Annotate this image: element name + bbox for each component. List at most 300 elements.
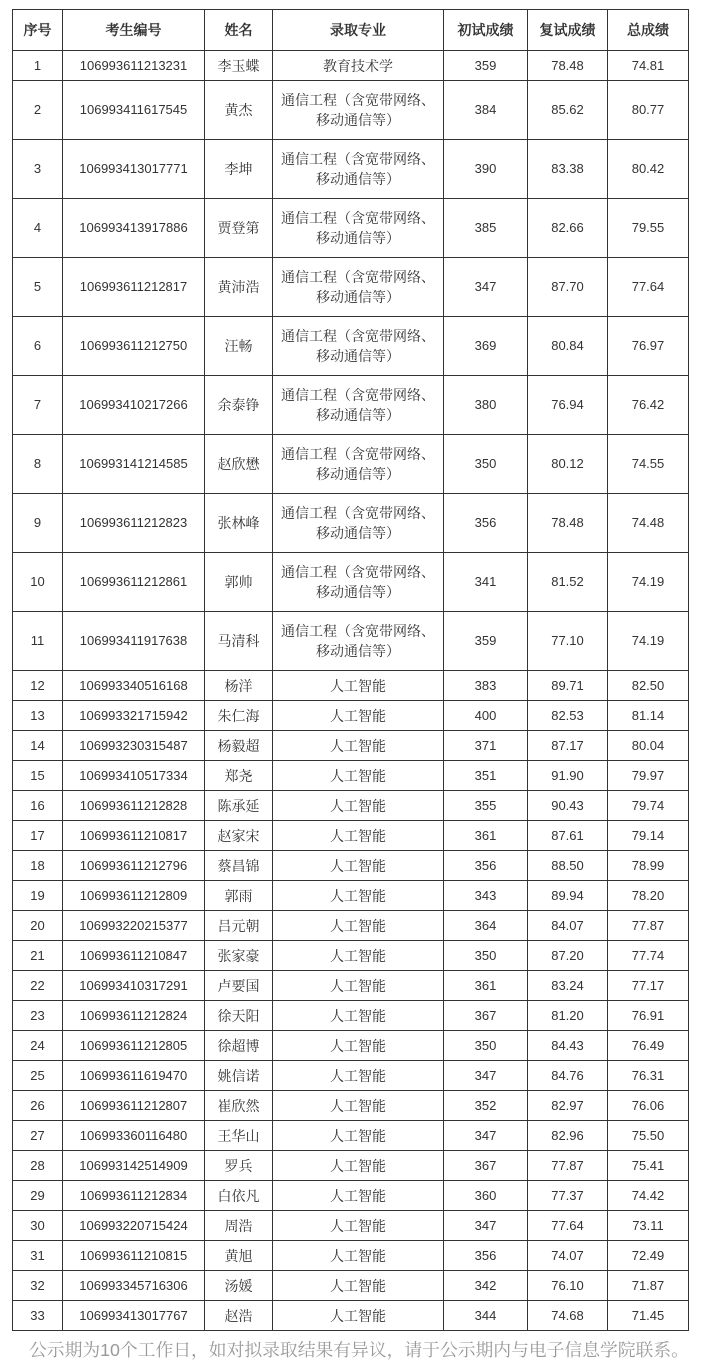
cell-prelim-score: 367 [444, 1001, 528, 1031]
major-text: 通信工程（含宽带网络、移动通信等） [281, 151, 435, 187]
cell-exam-id: 106993611212805 [63, 1031, 205, 1061]
header-total-score: 总成绩 [608, 10, 689, 51]
cell-total-score: 79.97 [608, 761, 689, 791]
cell-prelim-score: 350 [444, 1031, 528, 1061]
cell-seq: 7 [13, 376, 63, 435]
major-text: 人工智能 [330, 887, 386, 904]
cell-prelim-score: 352 [444, 1091, 528, 1121]
cell-prelim-score: 385 [444, 199, 528, 258]
table-row [13, 941, 689, 971]
cell-prelim-score: 364 [444, 911, 528, 941]
cell-major [273, 258, 444, 317]
major-text: 通信工程（含宽带网络、移动通信等） [281, 387, 435, 423]
cell-seq: 29 [13, 1181, 63, 1211]
cell-retest-score: 74.68 [528, 1301, 608, 1331]
cell-total-score: 77.74 [608, 941, 689, 971]
cell-total-score: 74.55 [608, 435, 689, 494]
cell-major [273, 731, 444, 761]
cell-retest-score: 78.48 [528, 51, 608, 81]
cell-total-score: 74.81 [608, 51, 689, 81]
cell-name: 姚信诺 [205, 1061, 273, 1091]
cell-retest-score: 89.94 [528, 881, 608, 911]
cell-total-score: 76.06 [608, 1091, 689, 1121]
cell-prelim-score: 380 [444, 376, 528, 435]
table-row [13, 1271, 689, 1301]
notice-text: 公示期为10个工作日，如对拟录取结果有异议，请于公示期内与电子信息学院联系。 [29, 1340, 689, 1360]
table-row [13, 791, 689, 821]
cell-name: 崔欣然 [205, 1091, 273, 1121]
cell-retest-score: 84.76 [528, 1061, 608, 1091]
cell-major [273, 881, 444, 911]
cell-total-score: 76.91 [608, 1001, 689, 1031]
cell-retest-score: 82.66 [528, 199, 608, 258]
cell-seq: 5 [13, 258, 63, 317]
cell-retest-score: 83.24 [528, 971, 608, 1001]
cell-major [273, 671, 444, 701]
cell-name: 朱仁海 [205, 701, 273, 731]
major-text: 人工智能 [330, 977, 386, 994]
major-text: 人工智能 [330, 797, 386, 814]
cell-exam-id: 106993340516168 [63, 671, 205, 701]
cell-exam-id: 106993410217266 [63, 376, 205, 435]
cell-total-score: 81.14 [608, 701, 689, 731]
cell-major [273, 553, 444, 612]
cell-major [273, 791, 444, 821]
cell-major [273, 1151, 444, 1181]
major-text: 人工智能 [330, 1007, 386, 1024]
cell-major [273, 199, 444, 258]
major-text: 通信工程（含宽带网络、移动通信等） [281, 505, 435, 541]
header-retest-score: 复试成绩 [528, 10, 608, 51]
cell-prelim-score: 383 [444, 671, 528, 701]
major-text: 人工智能 [330, 1187, 386, 1204]
cell-retest-score: 87.70 [528, 258, 608, 317]
cell-total-score: 79.74 [608, 791, 689, 821]
cell-exam-id: 106993611212824 [63, 1001, 205, 1031]
major-text: 人工智能 [330, 1247, 386, 1264]
cell-exam-id: 106993141214585 [63, 435, 205, 494]
cell-retest-score: 90.43 [528, 791, 608, 821]
cell-seq: 24 [13, 1031, 63, 1061]
major-text: 通信工程（含宽带网络、移动通信等） [281, 210, 435, 246]
cell-exam-id: 106993220715424 [63, 1211, 205, 1241]
cell-major [273, 1211, 444, 1241]
cell-exam-id: 106993410317291 [63, 971, 205, 1001]
table-row [13, 435, 689, 494]
cell-retest-score: 82.53 [528, 701, 608, 731]
cell-retest-score: 80.12 [528, 435, 608, 494]
cell-retest-score: 87.17 [528, 731, 608, 761]
cell-name: 汤媛 [205, 1271, 273, 1301]
table-row [13, 1241, 689, 1271]
cell-seq: 16 [13, 791, 63, 821]
table-header [13, 10, 689, 51]
cell-prelim-score: 350 [444, 941, 528, 971]
cell-total-score: 77.87 [608, 911, 689, 941]
cell-exam-id: 106993413017767 [63, 1301, 205, 1331]
cell-total-score: 76.42 [608, 376, 689, 435]
cell-total-score: 74.48 [608, 494, 689, 553]
table-row [13, 881, 689, 911]
cell-name: 吕元朝 [205, 911, 273, 941]
cell-seq: 21 [13, 941, 63, 971]
major-text: 人工智能 [330, 1307, 386, 1324]
cell-prelim-score: 342 [444, 1271, 528, 1301]
cell-seq: 22 [13, 971, 63, 1001]
cell-exam-id: 106993611213231 [63, 51, 205, 81]
major-text: 人工智能 [330, 1157, 386, 1174]
cell-major [273, 612, 444, 671]
cell-name: 陈承延 [205, 791, 273, 821]
header-exam-id: 考生编号 [63, 10, 205, 51]
cell-seq: 23 [13, 1001, 63, 1031]
major-text: 通信工程（含宽带网络、移动通信等） [281, 564, 435, 600]
cell-seq: 32 [13, 1271, 63, 1301]
cell-name: 黄沛浩 [205, 258, 273, 317]
cell-major [273, 1301, 444, 1331]
cell-prelim-score: 400 [444, 701, 528, 731]
cell-exam-id: 106993411917638 [63, 612, 205, 671]
table-row [13, 971, 689, 1001]
table-row [13, 81, 689, 140]
cell-prelim-score: 341 [444, 553, 528, 612]
cell-major [273, 1061, 444, 1091]
table-row [13, 821, 689, 851]
cell-prelim-score: 356 [444, 494, 528, 553]
cell-major [273, 1271, 444, 1301]
major-text: 人工智能 [330, 917, 386, 934]
major-text: 通信工程（含宽带网络、移动通信等） [281, 328, 435, 364]
cell-seq: 15 [13, 761, 63, 791]
table-row [13, 612, 689, 671]
cell-total-score: 76.49 [608, 1031, 689, 1061]
cell-retest-score: 87.20 [528, 941, 608, 971]
cell-retest-score: 84.43 [528, 1031, 608, 1061]
cell-prelim-score: 356 [444, 1241, 528, 1271]
cell-major [273, 81, 444, 140]
table-row [13, 1181, 689, 1211]
cell-total-score: 80.04 [608, 731, 689, 761]
table-row [13, 701, 689, 731]
cell-name: 余泰铮 [205, 376, 273, 435]
cell-major [273, 701, 444, 731]
cell-major [273, 1001, 444, 1031]
table-row [13, 761, 689, 791]
cell-total-score: 71.87 [608, 1271, 689, 1301]
cell-seq: 4 [13, 199, 63, 258]
cell-major [273, 494, 444, 553]
table-row [13, 199, 689, 258]
cell-prelim-score: 384 [444, 81, 528, 140]
cell-name: 郭帅 [205, 553, 273, 612]
cell-seq: 26 [13, 1091, 63, 1121]
cell-exam-id: 106993611212809 [63, 881, 205, 911]
cell-major [273, 941, 444, 971]
cell-total-score: 71.45 [608, 1301, 689, 1331]
cell-retest-score: 77.37 [528, 1181, 608, 1211]
table-row [13, 1091, 689, 1121]
cell-name: 杨洋 [205, 671, 273, 701]
cell-exam-id: 106993220215377 [63, 911, 205, 941]
cell-total-score: 79.55 [608, 199, 689, 258]
cell-retest-score: 87.61 [528, 821, 608, 851]
cell-retest-score: 76.94 [528, 376, 608, 435]
cell-prelim-score: 347 [444, 258, 528, 317]
cell-seq: 18 [13, 851, 63, 881]
cell-total-score: 77.64 [608, 258, 689, 317]
cell-seq: 14 [13, 731, 63, 761]
cell-total-score: 80.77 [608, 81, 689, 140]
major-text: 人工智能 [330, 1037, 386, 1054]
cell-name: 汪畅 [205, 317, 273, 376]
cell-name: 郑尧 [205, 761, 273, 791]
cell-name: 周浩 [205, 1211, 273, 1241]
cell-seq: 17 [13, 821, 63, 851]
cell-name: 黄旭 [205, 1241, 273, 1271]
cell-exam-id: 106993611210817 [63, 821, 205, 851]
major-text: 人工智能 [330, 737, 386, 754]
table-row [13, 317, 689, 376]
cell-exam-id: 106993413017771 [63, 140, 205, 199]
cell-major [273, 51, 444, 81]
table-body [13, 51, 689, 1331]
cell-retest-score: 82.97 [528, 1091, 608, 1121]
cell-exam-id: 106993611210815 [63, 1241, 205, 1271]
cell-total-score: 78.99 [608, 851, 689, 881]
cell-name: 赵浩 [205, 1301, 273, 1331]
header-name: 姓名 [205, 10, 273, 51]
cell-seq: 1 [13, 51, 63, 81]
cell-retest-score: 77.10 [528, 612, 608, 671]
table-row [13, 671, 689, 701]
table-row [13, 1301, 689, 1331]
cell-major [273, 1091, 444, 1121]
cell-retest-score: 88.50 [528, 851, 608, 881]
major-text: 人工智能 [330, 1067, 386, 1084]
cell-retest-score: 74.07 [528, 1241, 608, 1271]
table-row [13, 1031, 689, 1061]
cell-name: 张林峰 [205, 494, 273, 553]
cell-prelim-score: 361 [444, 971, 528, 1001]
cell-seq: 10 [13, 553, 63, 612]
table-row [13, 1211, 689, 1241]
cell-retest-score: 81.52 [528, 553, 608, 612]
cell-seq: 19 [13, 881, 63, 911]
cell-name: 黄杰 [205, 81, 273, 140]
cell-prelim-score: 351 [444, 761, 528, 791]
cell-prelim-score: 359 [444, 612, 528, 671]
table-row [13, 258, 689, 317]
cell-name: 李玉蝶 [205, 51, 273, 81]
cell-name: 罗兵 [205, 1151, 273, 1181]
major-text: 通信工程（含宽带网络、移动通信等） [281, 269, 435, 305]
major-text: 人工智能 [330, 1277, 386, 1294]
cell-prelim-score: 390 [444, 140, 528, 199]
major-text: 通信工程（含宽带网络、移动通信等） [281, 623, 435, 659]
cell-name: 徐天阳 [205, 1001, 273, 1031]
cell-retest-score: 78.48 [528, 494, 608, 553]
table-row [13, 1001, 689, 1031]
cell-prelim-score: 347 [444, 1061, 528, 1091]
cell-retest-score: 82.96 [528, 1121, 608, 1151]
cell-exam-id: 106993410517334 [63, 761, 205, 791]
cell-seq: 6 [13, 317, 63, 376]
cell-major [273, 140, 444, 199]
cell-seq: 3 [13, 140, 63, 199]
cell-prelim-score: 369 [444, 317, 528, 376]
header-seq: 序号 [13, 10, 63, 51]
cell-major [273, 376, 444, 435]
major-text: 人工智能 [330, 767, 386, 784]
cell-retest-score: 76.10 [528, 1271, 608, 1301]
major-text: 通信工程（含宽带网络、移动通信等） [281, 446, 435, 482]
cell-prelim-score: 347 [444, 1121, 528, 1151]
cell-name: 郭雨 [205, 881, 273, 911]
cell-name: 杨毅超 [205, 731, 273, 761]
cell-total-score: 74.42 [608, 1181, 689, 1211]
cell-seq: 2 [13, 81, 63, 140]
cell-total-score: 79.14 [608, 821, 689, 851]
admission-table [12, 9, 689, 1331]
cell-seq: 8 [13, 435, 63, 494]
cell-total-score: 82.50 [608, 671, 689, 701]
cell-total-score: 72.49 [608, 1241, 689, 1271]
cell-name: 李坤 [205, 140, 273, 199]
cell-name: 马清科 [205, 612, 273, 671]
cell-major [273, 971, 444, 1001]
cell-seq: 28 [13, 1151, 63, 1181]
cell-prelim-score: 359 [444, 51, 528, 81]
cell-seq: 9 [13, 494, 63, 553]
cell-prelim-score: 344 [444, 1301, 528, 1331]
cell-exam-id: 106993611212828 [63, 791, 205, 821]
cell-seq: 31 [13, 1241, 63, 1271]
cell-name: 徐超博 [205, 1031, 273, 1061]
cell-major [273, 1031, 444, 1061]
cell-retest-score: 81.20 [528, 1001, 608, 1031]
cell-total-score: 75.50 [608, 1121, 689, 1151]
cell-major [273, 317, 444, 376]
major-text: 人工智能 [330, 1127, 386, 1144]
cell-name: 王华山 [205, 1121, 273, 1151]
cell-exam-id: 106993230315487 [63, 731, 205, 761]
cell-prelim-score: 360 [444, 1181, 528, 1211]
major-text: 人工智能 [330, 1097, 386, 1114]
cell-total-score: 80.42 [608, 140, 689, 199]
cell-exam-id: 106993360116480 [63, 1121, 205, 1151]
major-text: 人工智能 [330, 1217, 386, 1234]
table-row [13, 140, 689, 199]
cell-exam-id: 106993611212861 [63, 553, 205, 612]
cell-prelim-score: 347 [444, 1211, 528, 1241]
cell-seq: 30 [13, 1211, 63, 1241]
table-header-row [13, 10, 689, 51]
major-text: 教育技术学 [323, 57, 393, 74]
cell-exam-id: 106993411617545 [63, 81, 205, 140]
major-text: 人工智能 [330, 827, 386, 844]
cell-total-score: 74.19 [608, 553, 689, 612]
cell-exam-id: 106993611212834 [63, 1181, 205, 1211]
cell-major [273, 1241, 444, 1271]
major-text: 人工智能 [330, 707, 386, 724]
cell-total-score: 74.19 [608, 612, 689, 671]
cell-prelim-score: 355 [444, 791, 528, 821]
cell-retest-score: 77.87 [528, 1151, 608, 1181]
cell-retest-score: 77.64 [528, 1211, 608, 1241]
table-row [13, 494, 689, 553]
cell-prelim-score: 371 [444, 731, 528, 761]
cell-seq: 33 [13, 1301, 63, 1331]
cell-retest-score: 89.71 [528, 671, 608, 701]
cell-exam-id: 106993321715942 [63, 701, 205, 731]
cell-prelim-score: 343 [444, 881, 528, 911]
cell-exam-id: 106993413917886 [63, 199, 205, 258]
cell-retest-score: 91.90 [528, 761, 608, 791]
cell-exam-id: 106993611212807 [63, 1091, 205, 1121]
cell-total-score: 77.17 [608, 971, 689, 1001]
cell-exam-id: 106993611619470 [63, 1061, 205, 1091]
cell-major [273, 1181, 444, 1211]
cell-prelim-score: 350 [444, 435, 528, 494]
major-text: 人工智能 [330, 857, 386, 874]
cell-total-score: 73.11 [608, 1211, 689, 1241]
table-row [13, 376, 689, 435]
major-text: 通信工程（含宽带网络、移动通信等） [281, 92, 435, 128]
cell-seq: 20 [13, 911, 63, 941]
cell-name: 赵欣懋 [205, 435, 273, 494]
cell-name: 白依凡 [205, 1181, 273, 1211]
table-row [13, 731, 689, 761]
table-row [13, 1061, 689, 1091]
cell-name: 卢要国 [205, 971, 273, 1001]
cell-major [273, 435, 444, 494]
cell-total-score: 75.41 [608, 1151, 689, 1181]
table-row [13, 851, 689, 881]
cell-name: 蔡昌锦 [205, 851, 273, 881]
cell-exam-id: 106993611212796 [63, 851, 205, 881]
header-major: 录取专业 [273, 10, 444, 51]
table-row [13, 51, 689, 81]
cell-name: 贾登第 [205, 199, 273, 258]
cell-total-score: 76.31 [608, 1061, 689, 1091]
table-row [13, 1151, 689, 1181]
cell-seq: 27 [13, 1121, 63, 1151]
cell-major [273, 761, 444, 791]
cell-name: 张家豪 [205, 941, 273, 971]
cell-exam-id: 106993611212750 [63, 317, 205, 376]
table-row [13, 911, 689, 941]
cell-major [273, 851, 444, 881]
major-text: 人工智能 [330, 947, 386, 964]
cell-total-score: 78.20 [608, 881, 689, 911]
cell-exam-id: 106993611210847 [63, 941, 205, 971]
cell-retest-score: 80.84 [528, 317, 608, 376]
cell-exam-id: 106993345716306 [63, 1271, 205, 1301]
cell-seq: 11 [13, 612, 63, 671]
cell-seq: 12 [13, 671, 63, 701]
cell-total-score: 76.97 [608, 317, 689, 376]
cell-exam-id: 106993142514909 [63, 1151, 205, 1181]
cell-retest-score: 85.62 [528, 81, 608, 140]
cell-prelim-score: 361 [444, 821, 528, 851]
cell-name: 赵家宋 [205, 821, 273, 851]
cell-major [273, 911, 444, 941]
cell-prelim-score: 356 [444, 851, 528, 881]
cell-exam-id: 106993611212823 [63, 494, 205, 553]
cell-retest-score: 83.38 [528, 140, 608, 199]
cell-seq: 25 [13, 1061, 63, 1091]
cell-exam-id: 106993611212817 [63, 258, 205, 317]
